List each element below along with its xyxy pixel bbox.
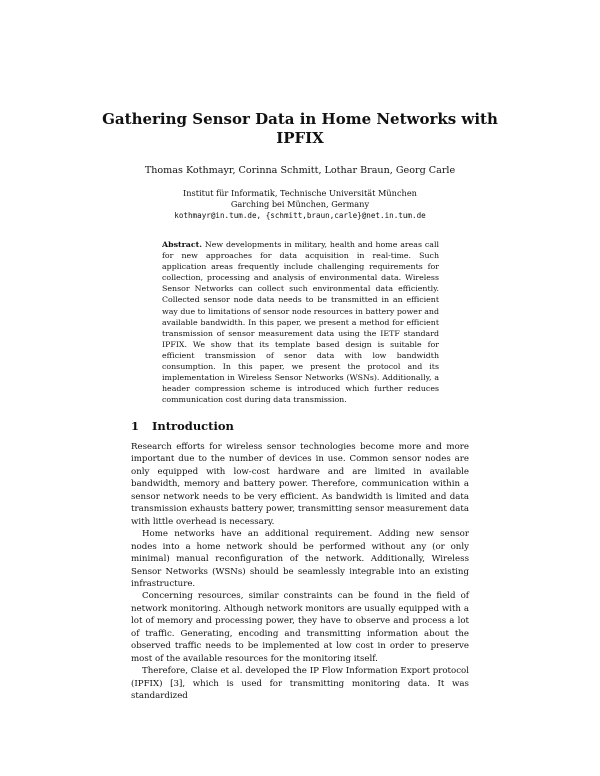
affiliation-block — [100, 188, 500, 222]
abstract-text: New developments in military, health and home areas call for new approaches for data acquisition in real-time. Such application areas frequently include challenging requirements for collection, processing and analysis of environmental data. Wireless Sensor Networks can collect such environmental data efficiently. Collected sensor node data needs to be transmitted in an efficient way due to limitations of sensor node resources in battery power and available bandwidth. In this paper, we present a method for efficient transmission of sensor measurement data using the IETF standard IPFIX. We show that its template based design is suitable for efficient transmission of senor data with low bandwidth consumption. In this paper, we present the protocol and its implementation in Wireless Sensor Networks (WSNs). Additionally, a header compression scheme is introduced which further reduces communication cost during data transmission. — [162, 240, 439, 405]
author-list: Thomas Kothmayr, Corinna Schmitt, Lothar Braun, Georg Carle — [144, 165, 456, 176]
abstract-heading: Abstract. — [162, 240, 202, 249]
paragraph: Concerning resources, similar constraints can be found in the field of network monitoring. Although network monitors are usually equipped with a lot of memory and processing power, they have to observe and process a lot of traffic. Generating, encoding and transmitting information about the observed traffic needs to be implemented at low cost in order to preserve most of the available resources for the monitoring itself. — [131, 591, 469, 664]
section-heading — [131, 419, 234, 433]
section-body — [131, 441, 469, 703]
author-emails: kothmayr@in.tum.de, {schmitt,braun,carle}@net.in.tum.de — [174, 211, 426, 221]
abstract — [162, 239, 439, 405]
section-title: Introduction — [152, 419, 234, 433]
paper-title: Gathering Sensor Data in Home Networks with IPFIX — [102, 110, 498, 147]
affiliation-institute: Institut für Informatik, Technische Universität München — [183, 188, 417, 198]
section-number: 1 — [131, 419, 140, 433]
affiliation-location: Garching bei München, Germany — [230, 199, 370, 210]
paragraph: Therefore, Claise et al. developed the IP Flow Information Export protocol (IPFIX) [3], which is used for transmitting monitoring data. It was standardized — [131, 666, 469, 702]
paragraph: Research efforts for wireless sensor technologies become more and more important due to the number of devices in use. Common sensor nodes are only equipped with low-cost hardware and are limited in available bandwidth, memory and battery power. Therefore, communication within a sensor network needs to be very efficient. As bandwidth is limited and data transmission exhausts battery power, transmitting sensor measurement data with little overhead is necessary. — [131, 442, 469, 527]
paragraph: Home networks have an additional requirement. Adding new sensor nodes into a home network should be performed without any (or only minimal) manual reconfiguration of the network. Additionally, Wireless Sensor Networks (WSNs) should be seamlessly integrable into an existing infrastructure. — [131, 529, 469, 589]
